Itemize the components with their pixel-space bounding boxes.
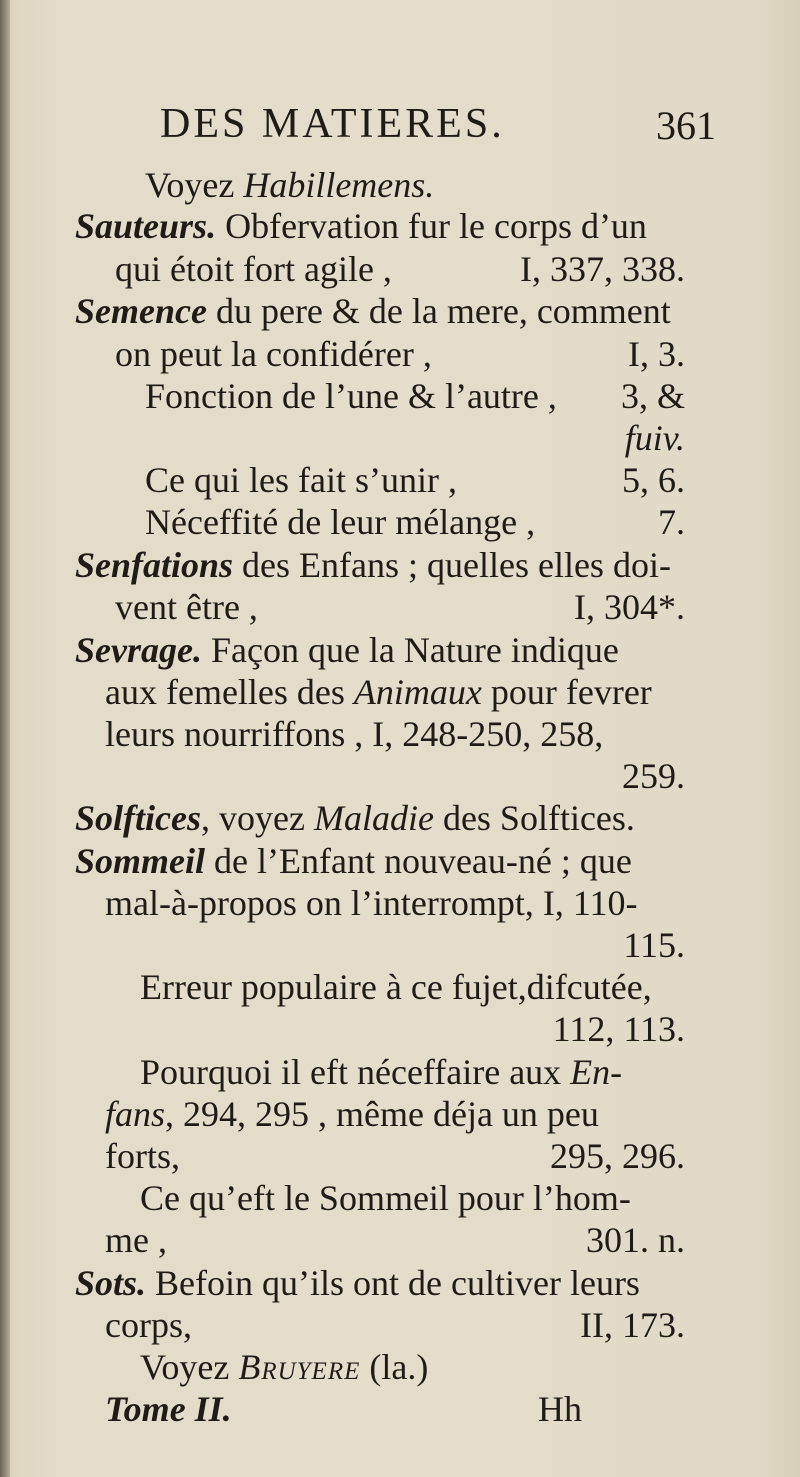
page-number: 361 — [656, 103, 716, 148]
index-reference: 112, 113. — [552, 1009, 685, 1049]
index-line: vent être , — [115, 587, 258, 627]
index-entry-sots: Sots. Befoin qu’ils ont de cultiver leurs — [75, 1263, 640, 1303]
index-entry-sauteurs: Sauteurs. Obfervation fur le corps d’un — [75, 206, 647, 246]
index-reference: 301. n. — [586, 1220, 685, 1260]
index-line: on peut la confidérer , — [115, 334, 432, 374]
index-line: mal-à-propos on l’interrompt, I, 110- — [105, 883, 638, 923]
index-reference: 259. — [622, 756, 685, 796]
index-line: Voyez Bruyere (la.) — [140, 1347, 429, 1387]
signature-mark: Hh — [538, 1389, 582, 1429]
index-entry-senfations: Senfations des Enfans ; quelles elles doi- — [75, 545, 671, 585]
index-line: leurs nourriffons , I, 248-250, 258, — [105, 714, 604, 754]
index-reference: 5, 6. — [622, 460, 685, 500]
index-line: me , — [105, 1220, 167, 1260]
index-entry-solftices: Solftices, voyez Maladie des Solftices. — [75, 798, 635, 838]
index-line: Fonction de l’une & l’autre , — [145, 376, 557, 416]
index-line: forts, — [105, 1136, 180, 1176]
running-header — [160, 100, 720, 160]
index-reference: 115. — [623, 925, 685, 965]
index-line: corps, — [105, 1305, 192, 1345]
index-reference: 7. — [658, 502, 685, 542]
index-line: Ce qu’eft le Sommeil pour l’hom- — [140, 1178, 631, 1218]
index-reference: 3, & — [620, 376, 685, 416]
page-gutter-shadow — [0, 0, 10, 1477]
index-line: fans, 294, 295 , même déja un peu — [105, 1094, 599, 1134]
index-reference: 295, 296. — [550, 1136, 685, 1176]
index-line: Ce qui les fait s’unir , — [145, 460, 457, 500]
index-entry-semence: Semence du pere & de la mere, comment — [75, 291, 671, 331]
index-line: Erreur populaire à ce fujet,difcutée, — [140, 967, 652, 1007]
index-line: aux femelles des Animaux pour fevrer — [105, 672, 652, 712]
index-reference: I, 3. — [628, 334, 685, 374]
index-line: Voyez Habillemens. — [145, 165, 435, 205]
header-title: DES MATIERES. — [160, 101, 505, 147]
index-line: Pourquoi il eft néceffaire aux En- — [140, 1052, 623, 1092]
index-line: Néceffité de leur mélange , — [145, 502, 536, 542]
index-reference: I, 337, 338. — [520, 249, 685, 289]
index-reference: fuiv. — [624, 418, 685, 458]
index-line: qui étoit fort agile , — [115, 249, 392, 289]
index-entry-sommeil: Sommeil de l’Enfant nouveau-né ; que — [75, 841, 632, 881]
index-reference: I, 304*. — [574, 587, 685, 627]
index-entry-sevrage: Sevrage. Façon que la Nature indique — [75, 630, 619, 670]
index-reference: II, 173. — [580, 1305, 685, 1345]
signature-tome: Tome II. — [105, 1389, 232, 1429]
